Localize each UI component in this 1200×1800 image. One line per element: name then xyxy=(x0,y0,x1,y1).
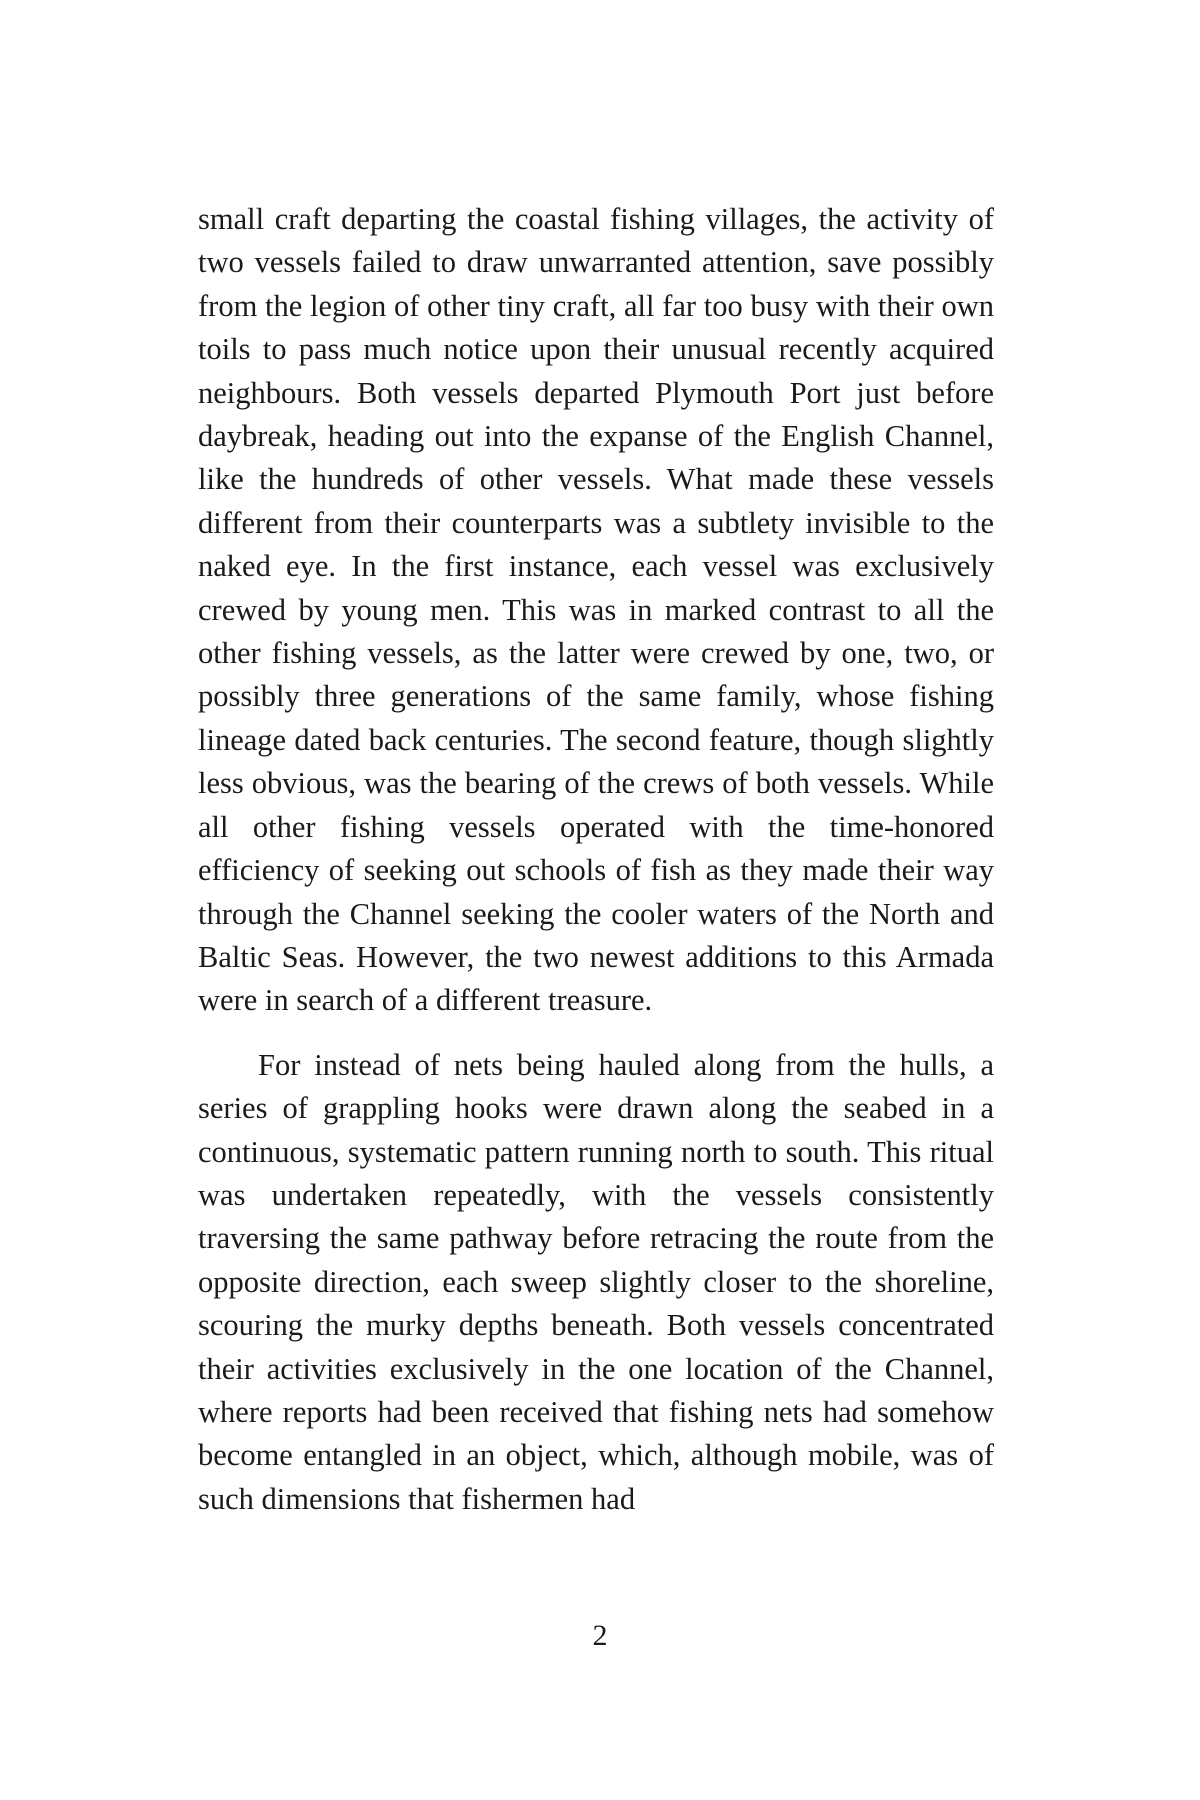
paragraph-1: small craft departing the coastal fishing villages, the activity of two vessels failed to draw unwarranted attention, save possibly from the legion of other tiny craft, all far too busy with their own toils to pass much notice upon their unusual recently acquired neighbours. Both vessels departed Plymouth Port just before daybreak, heading out into the expanse of the English Channel, like the hundreds of other vessels. What made these vessels different from their counterparts was a subtlety invisible to the naked eye. In the first instance, each vessel was exclusively crewed by young men. This was in marked contrast to all the other fishing vessels, as the latter were crewed by one, two, or possibly three generations of the same family, whose fishing lineage dated back centuries. The second feature, though slightly less obvious, was the bearing of the crews of both vessels. While all other fishing vessels operated with the time-honored efficiency of seeking out schools of fish as they made their way through the Channel seeking the cooler waters of the North and Baltic Seas. However, the two newest additions to this Armada were in search of a different treasure. xyxy=(198,202,994,1018)
page-body xyxy=(198,198,994,1521)
page-number: 2 xyxy=(592,1619,608,1652)
paragraph-2: For instead of nets being hauled along from the hulls, a series of grappling hooks were drawn along the seabed in a continuous, systematic pattern running north to south. This ritual was undertaken repeatedly, with the vessels consistently traversing the same pathway before retracing the route from the opposite direction, each sweep slightly closer to the shoreline, scouring the murky depths beneath. Both vessels concentrated their activities exclusively in the one location of the Channel, where reports had been received that fishing nets had somehow become entangled in an object, which, although mobile, was of such dimensions that fishermen had xyxy=(198,1047,994,1516)
